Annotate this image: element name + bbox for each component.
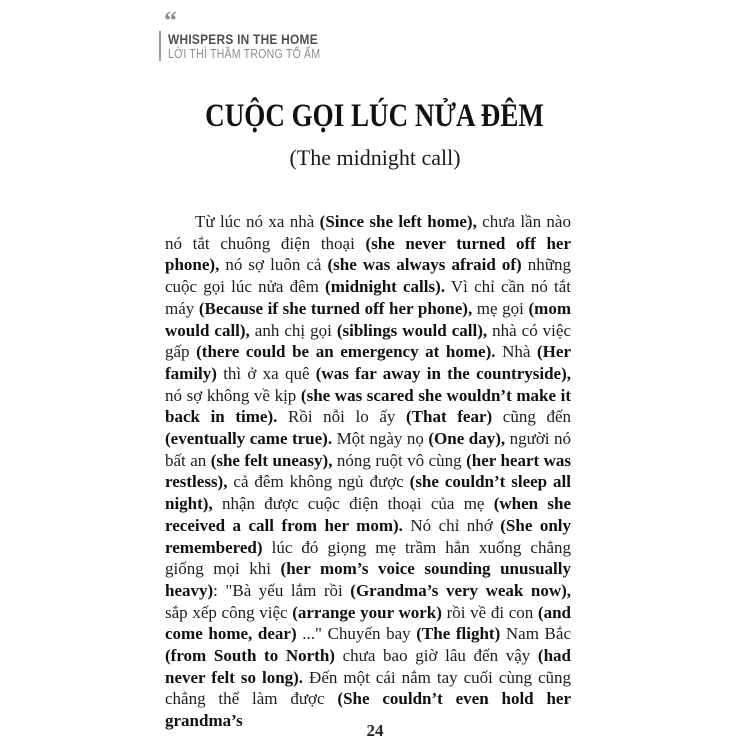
vietnamese-text-run: thì ở xa quê [216, 363, 316, 383]
vietnamese-text-run: Đến một cái nắm tay cuối cùng cũng chẳng thể làm được [165, 667, 571, 709]
book-title-english: WHISPERS IN THE HOME [168, 31, 318, 47]
english-translation-run: (That fear) [406, 407, 493, 427]
english-translation-run: (her heart was restless), [165, 450, 571, 492]
english-translation-run: (she felt uneasy), [210, 450, 333, 470]
vietnamese-text-run: Nam Bắc [500, 624, 571, 644]
page-number: 24 [366, 721, 384, 740]
vietnamese-text-run: sắp xếp công việc [165, 602, 293, 622]
english-translation-run: (from South to North) [165, 646, 335, 666]
english-translation-run: (her mom’s voice sounding unusually heavy) [165, 559, 571, 600]
vietnamese-text-run: nóng ruột vô cùng [332, 450, 467, 470]
vietnamese-text-run: những cuộc gọi lúc nửa đêm [165, 255, 571, 297]
page-header [159, 31, 347, 61]
english-translation-run: (eventually came true). [165, 429, 333, 449]
english-translation-run: (and come home, dear) [165, 602, 571, 644]
vietnamese-text-run: anh chị gọi [249, 320, 337, 340]
english-translation-run: (Grandma’s very weak now), [350, 580, 571, 600]
vietnamese-text-run: mẹ gọi [472, 298, 529, 318]
english-translation-run: (mom would call), [165, 298, 571, 340]
english-translation-run: (Her family) [165, 342, 571, 383]
english-translation-run: (was far away in the countryside), [315, 363, 571, 383]
vietnamese-text-run: cả đêm không ngủ được [227, 472, 410, 492]
english-translation-run: (she was always afraid of) [327, 255, 522, 275]
chapter-subtitle: (The midnight call) [289, 145, 461, 170]
story-paragraph [165, 211, 571, 732]
english-translation-run: (She couldn’t even hold her grandma’s [165, 689, 571, 731]
english-translation-run: (arrange your work) [292, 602, 442, 622]
vietnamese-text-run: Từ lúc nó xa nhà [195, 212, 320, 231]
vietnamese-text-run: chưa bao giờ lâu đến vậy [334, 646, 538, 666]
vietnamese-text-run: ..." Chuyến bay [296, 624, 417, 644]
english-translation-run: (One day), [428, 429, 506, 449]
english-translation-run: (midnight calls). [325, 277, 446, 297]
vietnamese-text-run: Vì chỉ cần nó tắt máy [165, 277, 571, 318]
english-translation-run: (Because if she turned off her phone), [198, 298, 473, 318]
english-translation-run: (she never turned off her phone), [165, 233, 571, 275]
page-header-text [168, 31, 320, 61]
english-translation-run: (She only remembered) [165, 515, 571, 557]
vietnamese-text-run: chưa lần nào nó tắt chuông điện thoại [165, 212, 571, 253]
vietnamese-text-run: nhận được cuộc điện thoại của mẹ [212, 494, 494, 514]
vietnamese-text-run: nó sợ không về kịp [165, 385, 301, 405]
vietnamese-text-run: người nó bất an [165, 429, 571, 470]
english-translation-run: (there could be an emergency at home). [196, 342, 496, 362]
vietnamese-text-run: Rồi nỗi lo ấy [277, 407, 407, 427]
vietnamese-text-run: rồi về đi con [441, 602, 538, 622]
vietnamese-text-run: nhà có việc gấp [165, 320, 571, 362]
english-translation-run: (The flight) [416, 624, 501, 644]
english-translation-run: (when she received a call from her mom). [165, 494, 571, 535]
vietnamese-text-run: Nhà [495, 342, 538, 362]
chapter-title-row [0, 99, 750, 133]
english-translation-run: (siblings would call), [336, 320, 488, 340]
english-translation-run: (had never felt so long). [165, 646, 571, 687]
vietnamese-text-run: : "Bà yếu lắm rồi [213, 580, 351, 600]
opening-quote-icon: “ [164, 6, 177, 35]
english-translation-run: (Since she left home), [319, 212, 477, 231]
vietnamese-text-run: lúc đó giọng mẹ trầm hẳn xuống chẳng giống mọi khi [165, 537, 571, 579]
book-title-vietnamese: LỜI THÌ THẦM TRONG TỔ ẤM [168, 47, 321, 61]
vietnamese-text-run: Một ngày nọ [332, 429, 429, 449]
chapter-title: CUỘC GỌI LÚC NỬA ĐÊM [205, 98, 545, 134]
vietnamese-text-run: Nó chỉ nhớ [402, 515, 501, 535]
vietnamese-text-run: cũng đến [492, 407, 571, 427]
english-translation-run: (she couldn’t sleep all night), [165, 472, 571, 514]
english-translation-run: (she was scared she wouldn’t make it back in time). [165, 385, 571, 427]
vietnamese-text-run: nó sợ luôn cả [219, 255, 328, 275]
